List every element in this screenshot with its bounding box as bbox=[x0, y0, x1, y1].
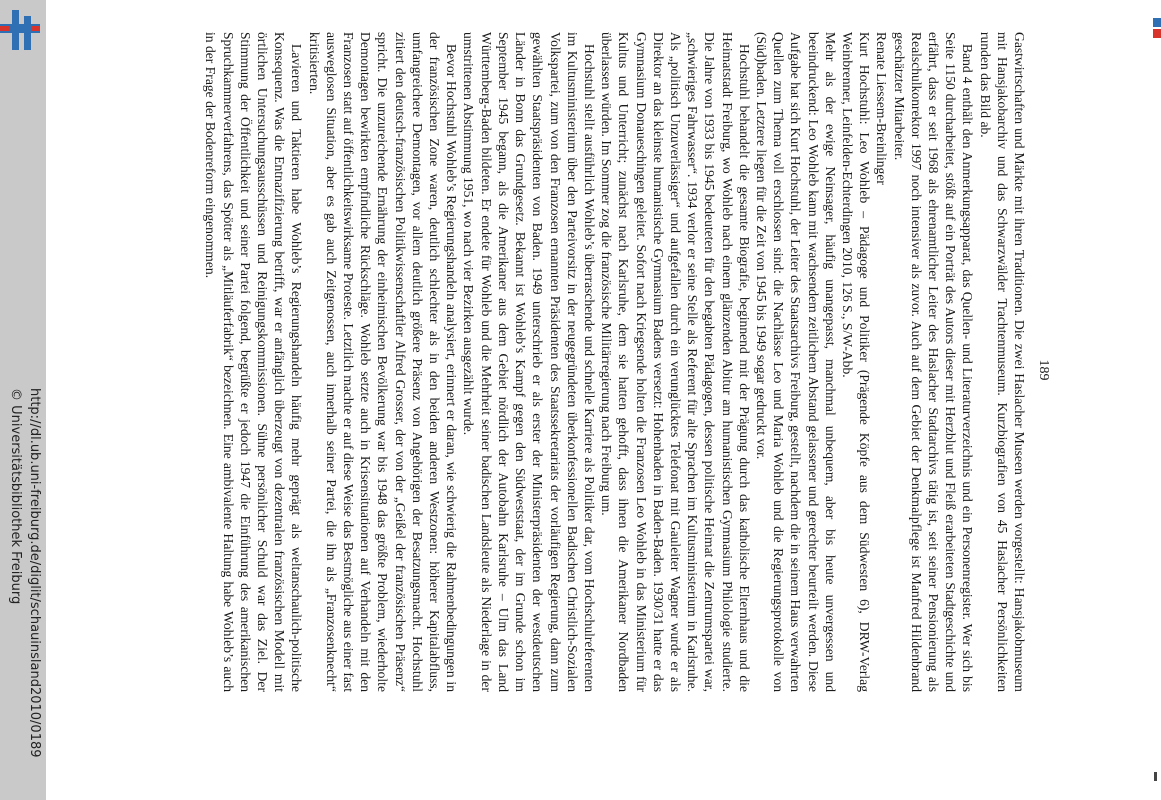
sidebar-source-text bbox=[4, 388, 44, 800]
review-title: Kurt Hochstuhl: Leo Wohleb – Pädagoge und Politiker (Prägende Köpfe aus dem Südwesten 6), DRW-Verlag Weinbrenner, Leinfelden-Echterdingen 2010, 126 S., S/W-Abb. bbox=[839, 32, 873, 692]
body-paragraph: Lavieren und Taktieren habe Wohleb’s Regierungshandeln häufig mehr geprägt als weltanschaulich-politische Konsequenz. Was die Entnazifizierung betrifft, war er anfänglich überzeugt von dezentralen französischen Modell mit örtlichen Untersuchungsausschüssen und Reinigungskommissionen. Sühne persönlicher Schuld war das Ziel. Der Stimmung der Öffentlichkeit und seiner Partei folgend, begrüßte er jedoch 1947 die Einführung des amerikanischen Spruchkammerverfahrens, das Spötter als „Mitläuferfabrik“ bezeichnen. Eine ambivalente Haltung habe Wohleb’s auch in der Frage der Bodenreform eingenommen. bbox=[203, 32, 305, 692]
body-paragraph: Mehr als der ewige Neinsager, häufig unangepasst, manchmal unbequem, aber bis heute unvergessen und beeindruckend: Leo Wohleb kann mit wachsendem zeitlichem Abstand gelassener und gerechter beurteilt werden. Diese Aufgabe hat sich Kurt Hochstuhl, der Leiter des Staatsarchivs Freiburg, gestellt, nachdem die in seinem Haus verwahrten Quellen zum Thema voll erschlossen sind: die Nachlässe Leo und Maria Wohleb und die Regierungsprotokolle von (Süd)baden. Letztere liegen für die Zeit von 1945 bis 1949 sogar gedruckt vor. bbox=[753, 32, 838, 692]
copyright-notice: © Universitätsbibliothek Freiburg bbox=[8, 388, 23, 605]
edge-marker-icon bbox=[1153, 18, 1161, 38]
side-panel bbox=[0, 0, 46, 800]
body-paragraph: Bevor Hochstuhl Wohleb’s Regierungshandeln analysiert, erinnert er daran, wie schwierig die Rahmenbedingungen in der französischen Zone waren, deutlich schlechter als in den beiden anderen Westzonen: höherer Kapitalabfluss, umfangreichere Demontagen, vor allem deutlich größere Präsenz von Angehörigen der Besatzungsmacht. Hochstuhl zitiert den deutsch-französischen Politikwissenschaftler Alfred Grosser, der von der „Geißel der französischen Präsenz“ spricht. Die unzureichende Ernährung der einheimischen Bevölkerung war bis 1948 das größte Problem, wiederholte Demontagen bewirkten empfindliche Rückschläge. Wohleb setzte auch in Krisensituationen auf Verhandeln mit den Franzosen statt auf öffentlichkeitswirksame Proteste. Letztlich machte er auf diese Weise das Bestmögliche aus einer fast ausweglosen Situation, aber es gab auch Zeitgenossen, auch innerhalb seiner Partei, die ihn als „Franzosenknecht“ kritisierten. bbox=[306, 32, 460, 692]
page-number: 189 bbox=[1036, 359, 1051, 381]
edge-dot bbox=[1154, 772, 1157, 781]
reviewer-signature: Renate Liessem-Breinlinger bbox=[874, 32, 890, 185]
library-logo-icon[interactable] bbox=[0, 10, 42, 50]
band4-paragraph: Band 4 enthält den Anmerkungsapparat, das Quellen- und Literaturverzeichnis und ein Personenregister. Wer sich bis Seite 1150 durcharbeitet, stößt auf ein Porträt des Autors dieser mit Herzblut und Fleiß erarbeiteten Stadtgeschichte und erfährt, dass er seit 1968 als ehrenamtlicher Leiter des Haslacher Stadtarchivs tätig ist, seit seiner Pensionierung als Realschulkonrektor 1997 noch intensiver als zuvor. Auch auf dem Gebiet der Denkmalpflege ist Manfred Hildenbrand geschätzter Mitarbeiter. bbox=[891, 32, 976, 692]
source-url[interactable]: http://dl.ub.uni-freiburg.de/diglit/schauinsland2010/0189 bbox=[27, 388, 42, 758]
body-paragraph: Hochstuhl stellt ausführlich Wohleb’s überraschende und schnelle Karriere als Politiker dar, vom Hochschulreferenten im Kultusministerium über den Parteivorsitz in der neugegründeten überkonfessionellen Badischen Christlich-Sozialen Volkspartei, zum von den Franzosen ernannten Präsidenten des Staatssekretariats der vorläufigen Regierung, dann zum gewählten Staatspräsidenten von Baden. 1949 unterschrieb er als erster der Ministerpräsidenten der westdeutschen Länder in Bonn das Grundgesetz. Bekannt ist Wohleb’s Kampf gegen den Südweststaat, der im Grunde schon im September 1945 begann, als die Amerikaner aus dem Gebiet nördlich der Autobahn Karlsruhe – Ulm das Land Württemberg-Baden bildeten. Er endete für Wohleb und die Mehrheit seiner badischen Landsleute als Niederlage in der umstrittenen Abstimmung 1951, wo nach vier Bezirken ausgezählt wurde. bbox=[461, 32, 597, 692]
body-paragraph: Hochstuhl behandelt die gesamte Biografie, beginnend mit der Prägung durch das katholische Elternhaus und die Heimatstadt Freiburg, wo Wohleb nach einem glänzenden Abitur am humanistischen Gymnasium Philologie studierte. Die Jahre von 1933 bis 1945 bedeuteten für den begabten Pädagogen, dessen politische Heimat die Zentrumspartei war, „schwieriges Fahrwasser“. 1934 verlor er seine Stelle als Referent für alte Sprachen im Kultusministerium in Karlsruhe. Als „politisch Unzuverlässiger“ und aufgefallen durch ein verunglücktes Telefonat mit Gauleiter Wagner wurde er als Direktor an das kleinste humanistische Gymnasium Badens versetzt: Hohenbaden in Baden-Baden. 1930/31 hatte er das Gymnasium Donaueschingen geleitet. Sofort nach Kriegsende holten die Franzosen Leo Wohleb in das Ministerium für Kultus und Unterricht; zunächst nach Karlsruhe, dem sie hatten gehofft, dass ihnen die Amerikaner Nordbaden überlassen würden. Im Sommer zog die französische Militärregierung nach Freiburg um. bbox=[599, 32, 752, 692]
scanned-page bbox=[152, 20, 1052, 720]
intro-paragraph: Gastwirtschaften und Märkte mit ihren Traditionen. Die zwei Haslacher Museen werden vorgestellt: Hansjakobmuseum mit Hansjakobarchiv und das Schwarzwälder Trachtenmuseum. Kurzbiografien von 45 Haslacher Persönlichkeiten runden das Bild ab. bbox=[977, 32, 1027, 692]
page-body bbox=[158, 32, 1028, 692]
